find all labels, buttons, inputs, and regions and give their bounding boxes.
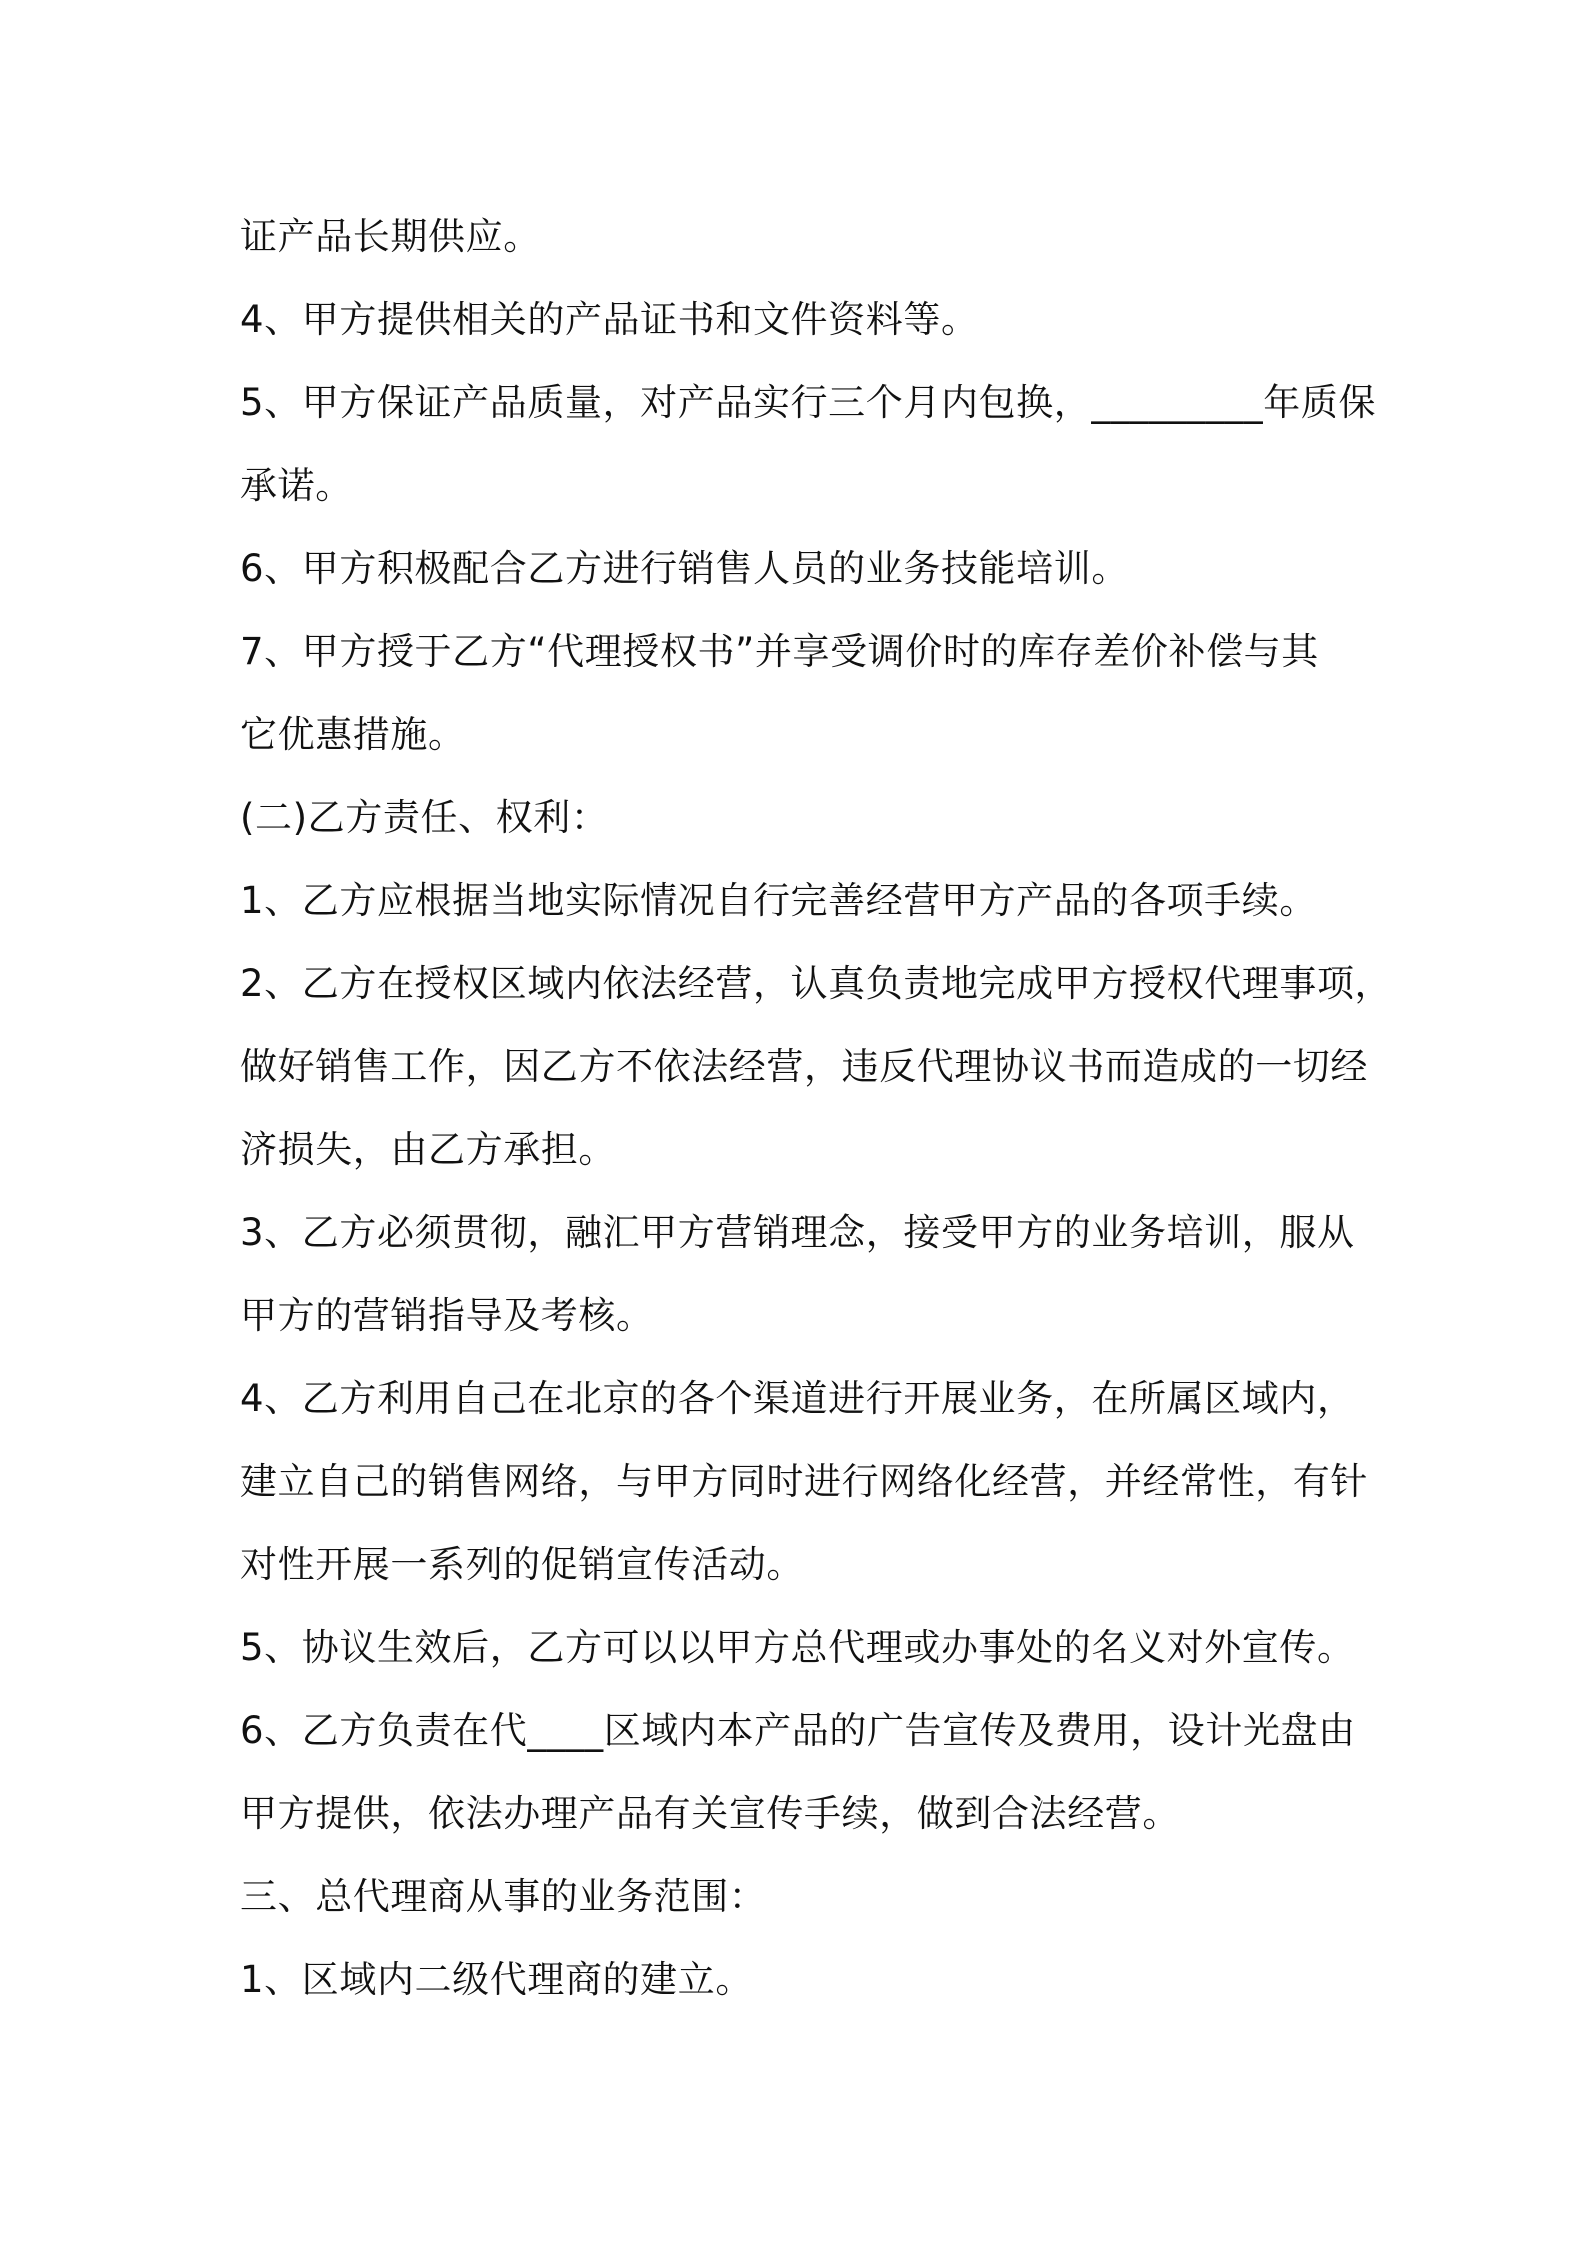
text-line: 对性开展一系列的促销宣传活动。 [240, 1543, 804, 1586]
text-line: 3、乙方必须贯彻，融汇甲方营销理念，接受甲方的业务培训，服从 [240, 1211, 1355, 1254]
text-line: 做好销售工作，因乙方不依法经营，违反代理协议书而造成的一切经 [240, 1045, 1368, 1088]
text-line: 5、甲方保证产品质量，对产品实行三个月内包换，_________年质保 [240, 381, 1377, 424]
text-line: 6、甲方积极配合乙方进行销售人员的业务技能培训。 [240, 547, 1129, 590]
text-line: 5、协议生效后，乙方可以以甲方总代理或办事处的名义对外宣传。 [240, 1626, 1355, 1669]
text-line: 2、乙方在授权区域内依法经营，认真负责地完成甲方授权代理事项， [240, 962, 1393, 1005]
text-line: 建立自己的销售网络，与甲方同时进行网络化经营，并经常性，有针 [240, 1460, 1368, 1503]
text-line: 6、乙方负责在代____区域内本产品的广告宣传及费用，设计光盘由 [240, 1709, 1356, 1752]
section-heading: (二)乙方责任、权利： [240, 796, 609, 839]
text-line: 1、区域内二级代理商的建立。 [240, 1958, 753, 2001]
section-heading: 三、总代理商从事的业务范围： [240, 1875, 767, 1918]
text-line: 甲方的营销指导及考核。 [240, 1294, 654, 1337]
text-line: 济损失，由乙方承担。 [240, 1128, 616, 1171]
text-line: 甲方提供，依法办理产品有关宣传手续，做到合法经营。 [240, 1792, 1180, 1835]
text-line: 证产品长期供应。 [240, 215, 541, 258]
text-line: 1、乙方应根据当地实际情况自行完善经营甲方产品的各项手续。 [240, 879, 1317, 922]
text-line: 承诺。 [240, 464, 353, 507]
text-line: 4、甲方提供相关的产品证书和文件资料等。 [240, 298, 979, 341]
text-line: 它优惠措施。 [240, 713, 466, 756]
document-body [240, 195, 1393, 2021]
text-line: 7、甲方授于乙方“代理授权书”并享受调价时的库存差价补偿与其 [240, 630, 1319, 673]
text-line: 4、乙方利用自己在北京的各个渠道进行开展业务，在所属区域内， [240, 1377, 1355, 1420]
